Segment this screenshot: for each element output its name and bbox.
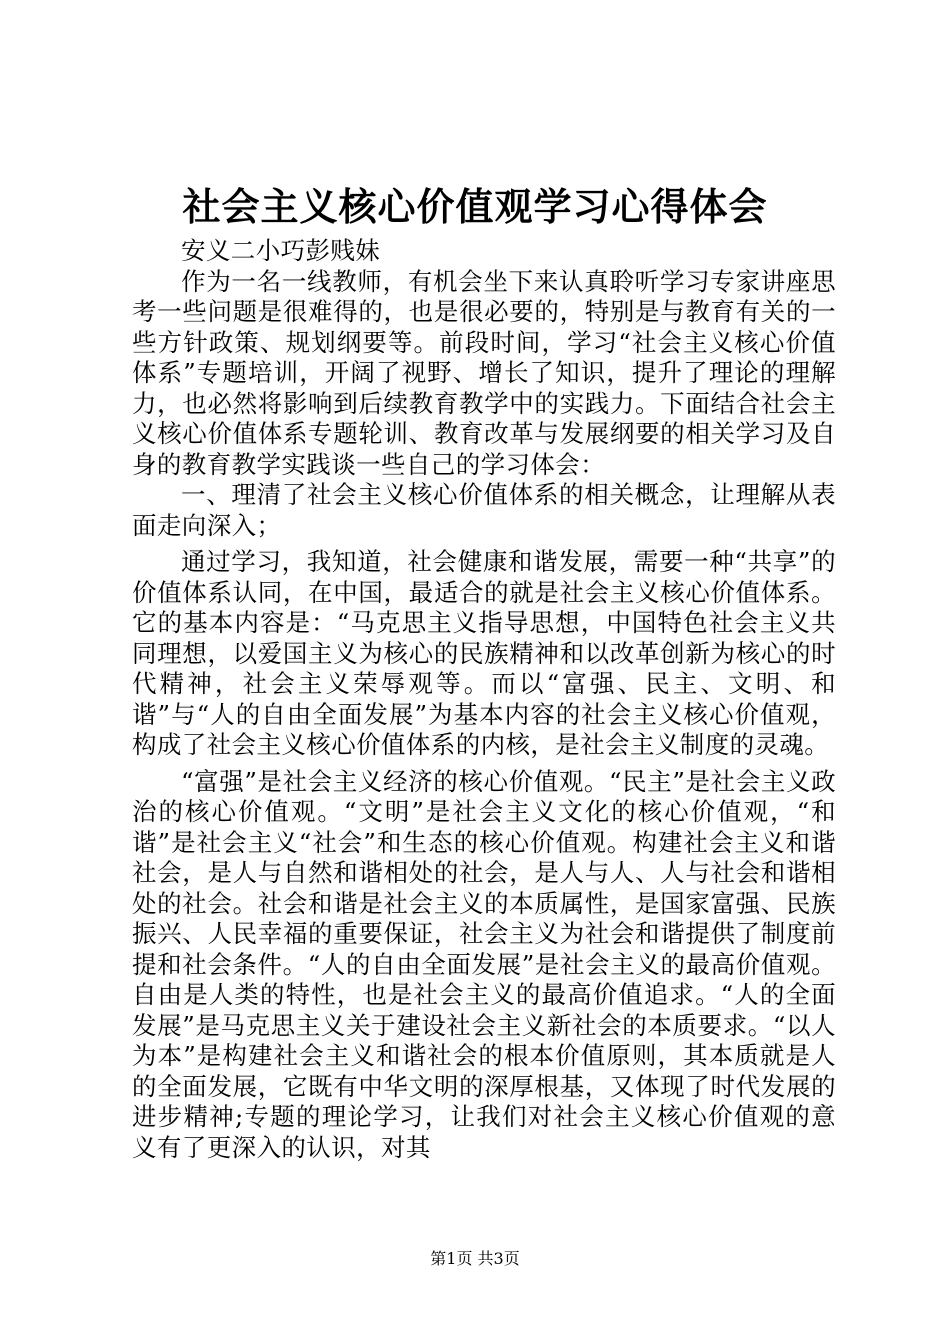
document-title: 社会主义核心价值观学习心得体会 — [182, 184, 768, 229]
author-line: 安义二小巧彭贱妹 — [181, 236, 381, 265]
paragraph-intro: 作为一名一线教师，有机会坐下来认真聆听学习专家讲座思考一些问题是很难得的，也是很必要的，特别是与教育有关的一些方针政策、规划纲要等。前段时间，学习“社会主义核心价值体系”专题培训，开阔了视野、增长了知识，提升了理论的理解力，也必然将影响到后续教育教学中的实践力。下面结合社会主义核心价值体系专题轮训、教育改革与发展纲要的相关学习及自身的教育教学实践谈一些自己的学习体会： — [132, 266, 836, 479]
paragraph-section-heading: 一、理清了社会主义核心价值体系的相关概念，让理解从表面走向深入； — [132, 480, 836, 540]
paragraph-core-values-system: 通过学习，我知道，社会健康和谐发展，需要一种“共享”的价值体系认同，在中国，最适合的就是社会主义核心价值体系。它的基本内容是：“马克思主义指导思想，中国特色社会主义共同理想，以爱国主义为核心的民族精神和以改革创新为核心的时代精神，社会主义荣辱观等。而以“富强、民主、文明、和谐”与“人的自由全面发展”为基本内容的社会主义核心价值观，构成了社会主义核心价值体系的内核，是社会主义制度的灵魂。 — [132, 547, 836, 759]
paragraph-core-values-detail: “富强”是社会主义经济的核心价值观。“民主”是社会主义政治的核心价值观。“文明”是社会主义文化的核心价值观，“和谐”是社会主义“社会”和生态的核心价值观。构建社会主义和谐社会，是人与自然和谐相处的社会，是人与人、人与社会和谐相处的社会。社会和谐是社会主义的本质属性，是国家富强、民族振兴、人民幸福的重要保证，社会主义为社会和谐提供了制度前提和社会条件。“人的自由全面发展”是社会主义的最高价值观。自由是人类的特性，也是社会主义的最高价值追求。“人的全面发展”是马克思主义关于建设社会主义新社会的本质要求。“以人为本”是构建社会主义和谐社会的根本价值原则，其本质就是人的全面发展，它既有中华文明的深厚根基，又体现了时代发展的进步精神;专题的理论学习，让我们对社会主义核心价值观的意义有了更深入的认识，对其 — [132, 766, 836, 1162]
page-footer: 第1页 共3页 — [430, 1249, 520, 1268]
document-body — [132, 236, 836, 1163]
